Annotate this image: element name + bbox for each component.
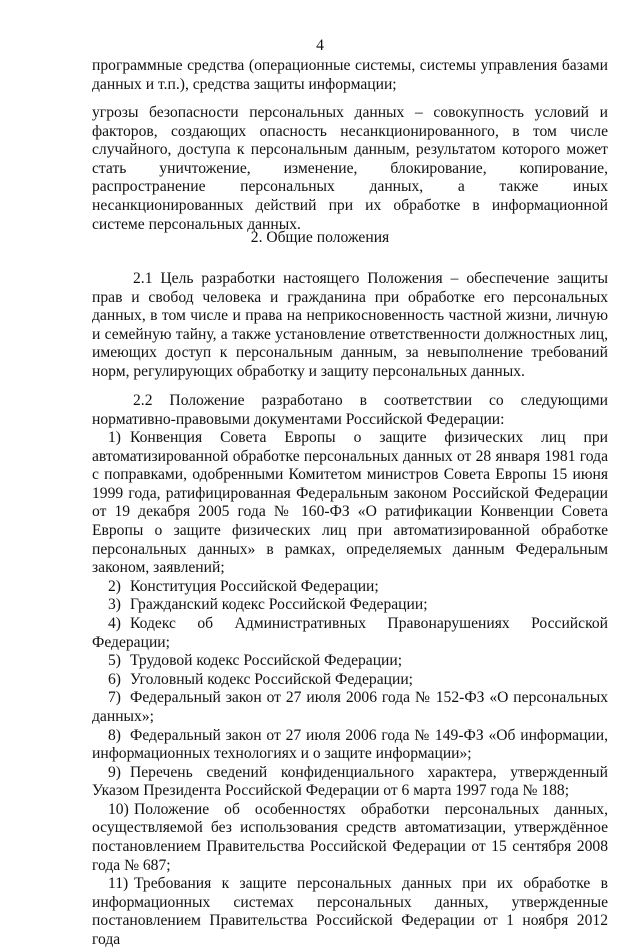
section-heading: 2. Общие положения [250,229,390,246]
list-item-number: 5) [108,652,121,670]
paragraph-2-1: 2.1 Цель разработки настоящего Положения – обеспечение защиты прав и свобод человека и гражданина при обработке его персональных данных, в том числе и права на неприкосновенность частной жизни, личную и семейную тайну, а также установление ответственности должностных лиц, имеющих доступ к персональным данным, за невыполнение требований норм, регулирующих обработку и защиту персональных данных. [92,270,608,380]
list-item-text: Положение об особенностях обработки персональных данных, осуществляемой без использования средств автоматизации, утверждённое постановлением Правительства Российской Федерации от 15 сентября 2008 года № 687; [92,800,608,874]
paragraph-threats: угрозы безопасности персональных данных – совокупность условий и факторов, создающих опасность несанкционированного, в том числе случайного, доступа к персональным данным, результатом которого может стать уничтожение, изменение, блокирование, копирование, распространение персональных данных, а также иных несанкционированных действий при их обработке в информационной системе персональных данных. [92,104,608,233]
list-item [92,429,608,578]
list-item-number: 2) [108,577,121,595]
list-item-text: Гражданский кодекс Российской Федерации; [130,596,428,614]
list-item [92,671,608,690]
page-number: 4 [316,37,324,54]
list-item [92,801,608,875]
list-item-number: 1) [108,429,121,446]
list-item-text: Конвенция Совета Европы о защите физических лиц при автоматизированной обработке персональных данных от 28 января 1981 года с поправками, одобренными Комитетом министров Совета Европы 15 июня 1999 года, ратифицированная Федеральным законом Российской Федерации от 19 декабря 2005 года № 160-ФЗ «О ратификации Конвенции Совета Европы о защите физических лиц при автоматизированной обработке персональных данных» в рамках, определяемых данным Федеральным законом, заявлений; [92,429,608,577]
list-item-text: Кодекс об Административных Правонарушениях Российской Федерации; [92,614,608,651]
list-item-number: 10) [108,800,129,818]
list-item [92,596,608,615]
list-item [92,578,608,597]
list-item-number: 8) [108,726,121,744]
list-item-number: 7) [108,689,121,707]
list-item [92,764,608,801]
list-item-number: 11) [108,875,129,893]
list-item-text: Конституция Российской Федерации; [130,577,379,595]
list-item-text: Уголовный кодекс Российской Федерации; [130,670,413,688]
list-item [92,727,608,764]
list-item [92,875,608,949]
list-item-number: 6) [108,670,121,688]
list-item-number: 3) [108,596,121,614]
list-item-text: Перечень сведений конфиденциального характера, утвержденный Указом Президента Российской Федерации от 6 марта 1997 года № 188; [92,763,608,800]
list-item-number: 9) [108,763,121,781]
list-item-text: Федеральный закон от 27 июля 2006 года № 152-ФЗ «О персональных данных»; [92,689,608,725]
list-item-text: Федеральный закон от 27 июля 2006 года № 149-ФЗ «Об информации, информационных технологиях и о защите информации»; [92,726,608,763]
paragraph-2-2: 2.2 Положение разработано в соответствии со следующими нормативно-правовыми документами Российской Федерации: [92,392,608,428]
list-item-number: 4) [108,614,121,632]
list-item-text: Трудовой кодекс Российской Федерации; [130,652,403,670]
list-item [92,652,608,671]
list-item [92,689,608,726]
paragraph-software: программные средства (операционные системы, системы управления базами данных и т.п.), средства защиты информации; [92,57,608,93]
legal-documents-list [92,429,608,950]
list-item [92,615,608,652]
list-item-text: Требования к защите персональных данных при их обработке в информационных системах персональных данных, утвержденные постановлением Правительства Российской Федерации от 1 ноября 2012 года [92,875,608,949]
